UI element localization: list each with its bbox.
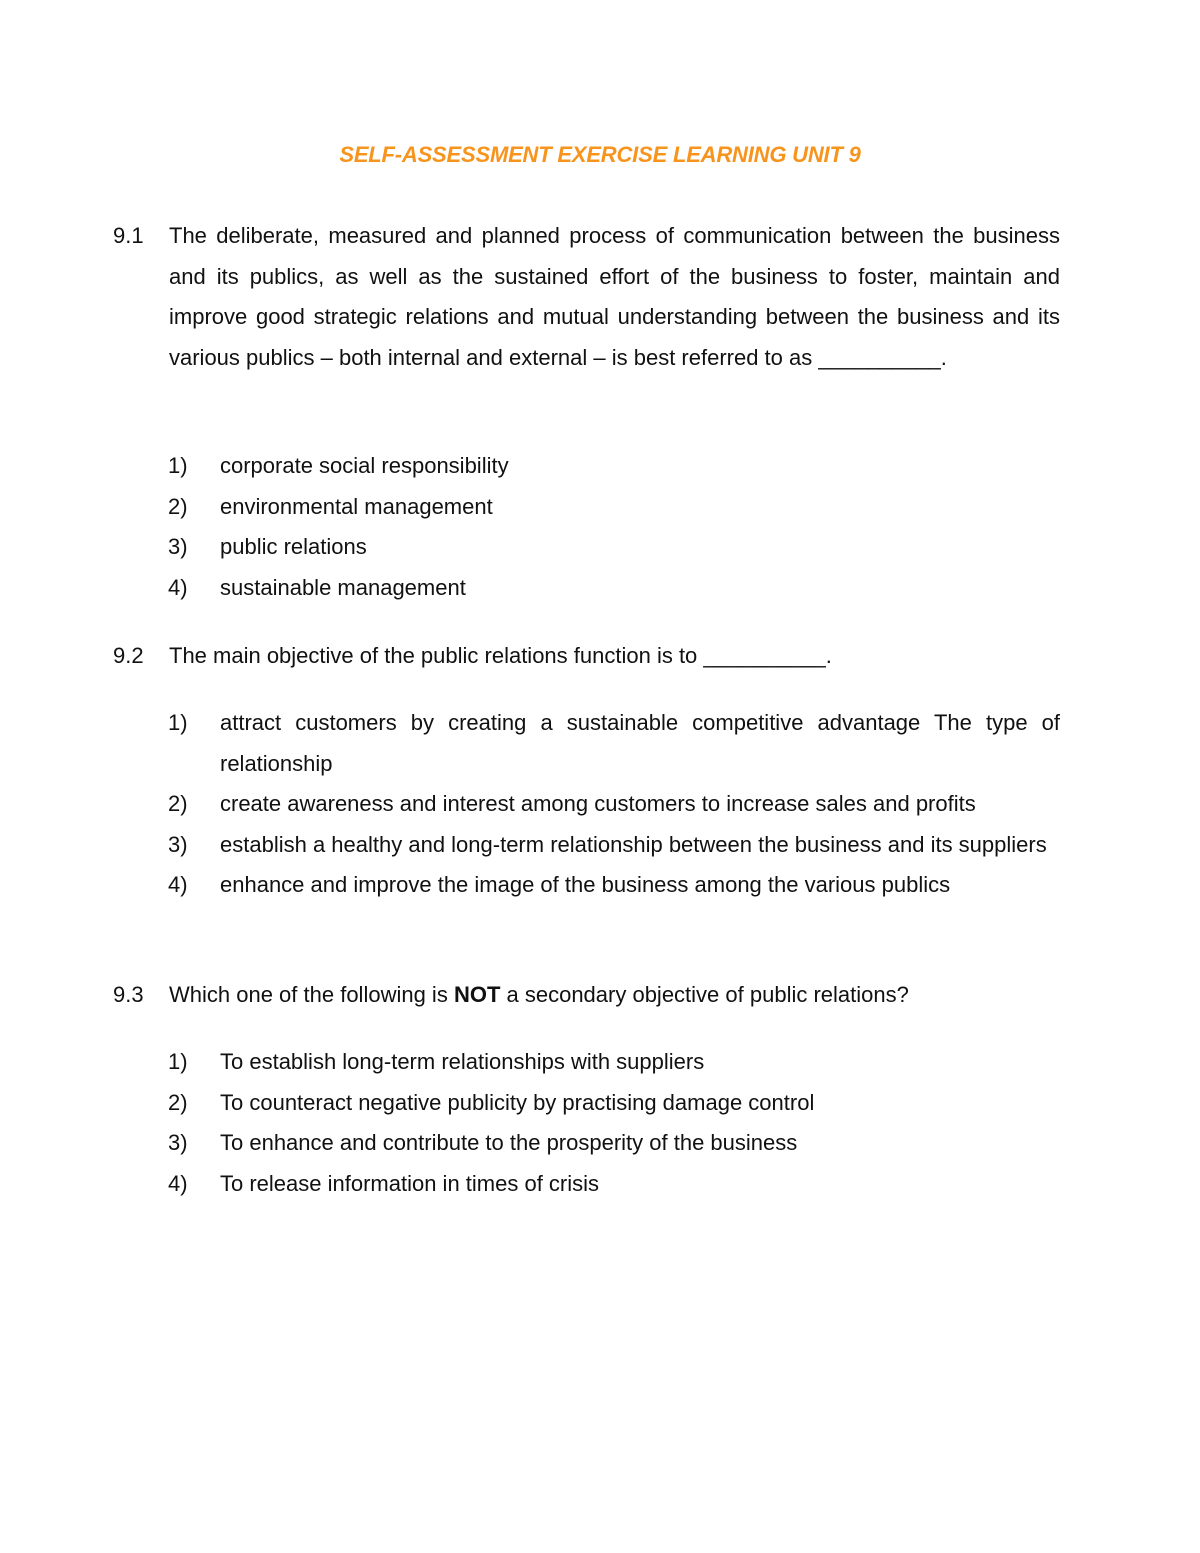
question-9-1-options xyxy=(168,446,1060,608)
option-text: establish a healthy and long-term relationship between the business and its suppliers xyxy=(220,831,1047,857)
question-text-emphasis: NOT xyxy=(453,982,501,1007)
question-number: 9.3 xyxy=(113,982,144,1007)
question-9-1 xyxy=(113,216,1060,378)
option-number: 2) xyxy=(168,791,188,816)
question-text: The main objective of the public relations function is to __________. xyxy=(169,643,832,668)
option-text: corporate social responsibility xyxy=(220,453,509,478)
option-number: 3) xyxy=(168,534,188,559)
option-item xyxy=(168,784,1060,825)
question-text-before: Which one of the following is xyxy=(169,982,454,1007)
option-item xyxy=(168,865,1060,906)
option-text: environmental management xyxy=(220,493,493,519)
option-text: To establish long-term relationships with suppliers xyxy=(220,1049,705,1074)
option-item xyxy=(168,703,1060,784)
option-item xyxy=(168,527,1060,568)
question-number: 9.2 xyxy=(113,643,144,668)
question-9-3-options xyxy=(168,1042,1060,1204)
option-number: 3) xyxy=(168,1130,188,1155)
option-item xyxy=(168,1083,1060,1124)
option-item xyxy=(168,1164,1060,1205)
option-text: create awareness and interest among customers to increase sales and profits xyxy=(220,791,976,816)
option-number: 1) xyxy=(168,453,188,478)
option-item xyxy=(168,1123,1060,1164)
option-number: 3) xyxy=(168,831,188,857)
option-text: To enhance and contribute to the prosperity of the business xyxy=(220,1130,798,1155)
option-item xyxy=(168,568,1060,609)
option-text: To release information in times of crisis xyxy=(220,1170,600,1196)
option-number: 2) xyxy=(168,493,188,519)
option-item xyxy=(168,487,1060,528)
option-number: 4) xyxy=(168,574,188,600)
question-9-3 xyxy=(113,975,1060,1016)
question-9-2 xyxy=(113,636,1060,677)
option-number: 4) xyxy=(168,872,188,897)
question-text: The deliberate, measured and planned process of communication between the business and its publics, as well as the sustained effort of the business to foster, maintain and improve good strategic relations and mutual understanding between the business and its various publics – both internal and external – is best referred to as __________. xyxy=(169,223,1060,370)
option-text: public relations xyxy=(220,534,367,559)
question-text-after: a secondary objective of public relations? xyxy=(500,982,909,1007)
question-number: 9.1 xyxy=(113,223,144,248)
option-text: sustainable management xyxy=(220,574,466,600)
option-number: 1) xyxy=(168,1049,188,1074)
option-text: enhance and improve the image of the business among the various publics xyxy=(220,872,951,897)
page-title: SELF-ASSESSMENT EXERCISE LEARNING UNIT 9 xyxy=(339,142,861,167)
question-9-2-options xyxy=(168,703,1060,906)
option-text: attract customers by creating a sustainable competitive advantage The type of relationship xyxy=(220,710,1060,776)
option-text: To counteract negative publicity by practising damage control xyxy=(220,1089,815,1115)
option-number: 2) xyxy=(168,1089,188,1115)
option-item xyxy=(168,446,1060,487)
option-item xyxy=(168,1042,1060,1083)
question-text xyxy=(169,975,1060,1016)
option-number: 4) xyxy=(168,1170,188,1196)
option-number: 1) xyxy=(168,710,188,735)
option-item xyxy=(168,825,1060,866)
